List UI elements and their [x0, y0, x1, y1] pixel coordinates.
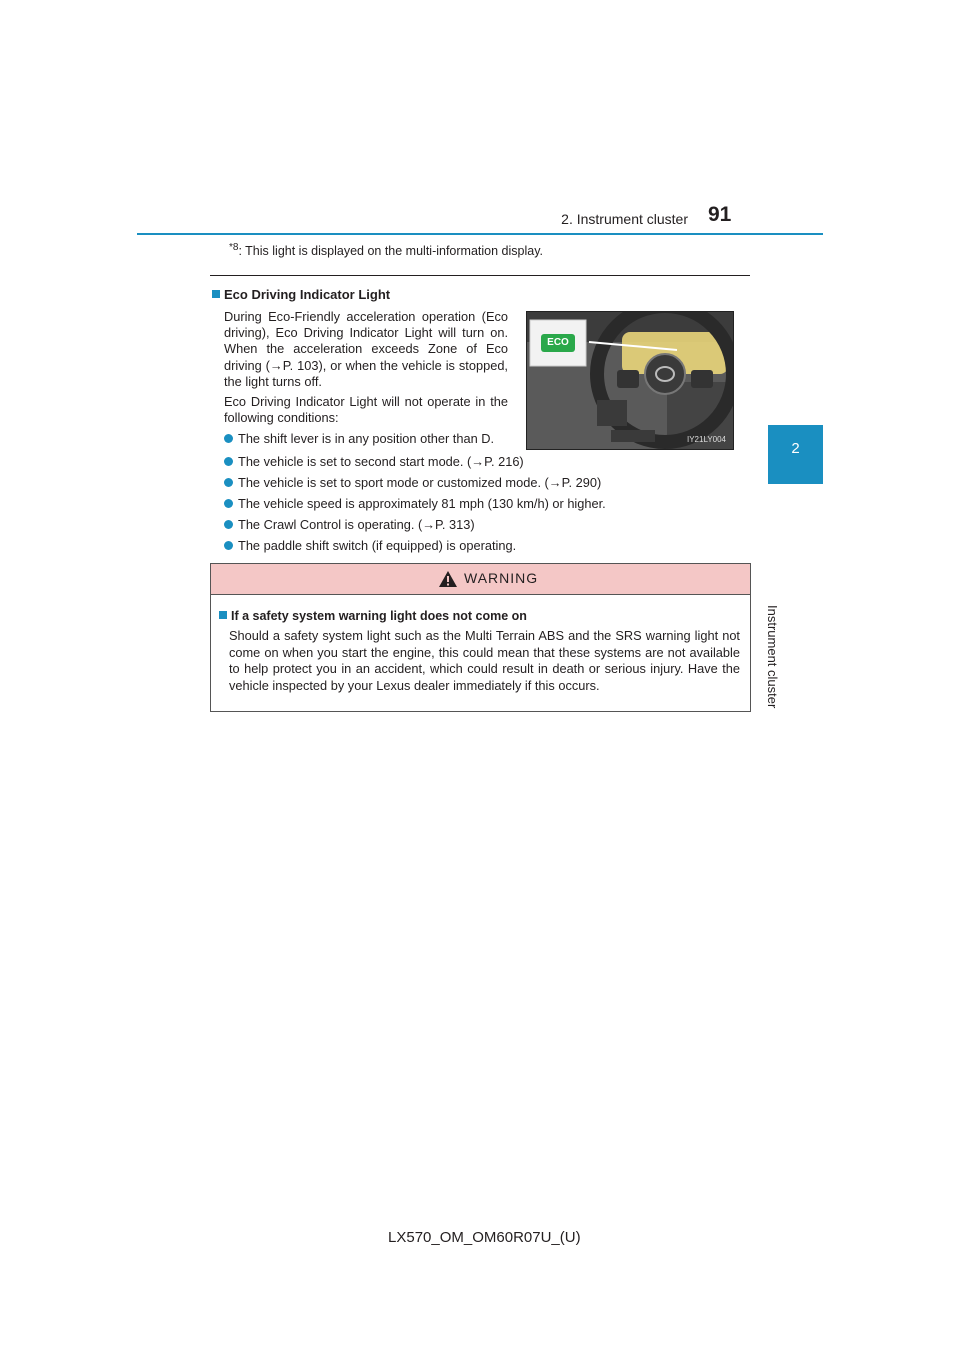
- bullet-icon: [224, 541, 233, 550]
- page-number: 91: [708, 203, 732, 226]
- bullet-icon: [224, 520, 233, 529]
- bullet-icon: [224, 434, 233, 443]
- dashboard-photo: [526, 311, 734, 450]
- footnote-marker: *8: [229, 242, 239, 253]
- dashboard-illustration: [527, 312, 733, 449]
- footnote-text: : This light is displayed on the multi-information display.: [238, 244, 543, 259]
- list-item-text: The paddle shift switch (if equipped) is operating.: [238, 538, 517, 553]
- footnote: [229, 242, 543, 258]
- chapter-label: Instrument cluster: [765, 605, 780, 709]
- warning-text: Should a safety system light such as the Multi Terrain ABS and the SRS warning light not come on when you start the engine, this could mean that these systems are not available to help protect you in an accident, which could result in death or serious injury. Have the vehicle inspected by your Lexus dealer immediately if this occurs.: [229, 628, 740, 693]
- bullet-icon: [224, 499, 233, 508]
- figure-code: IY21LY004: [687, 435, 726, 444]
- list-item: [224, 431, 494, 446]
- warning-triangle-icon: [438, 570, 458, 588]
- section-heading-text: Eco Driving Indicator Light: [224, 287, 391, 302]
- warning-subheading-text: If a safety system warning light does not come on: [231, 609, 527, 623]
- list-item: [224, 538, 516, 553]
- list-item-text: The vehicle is set to sport mode or customized mode. (→P. 290): [238, 475, 602, 490]
- list-item: [224, 454, 524, 469]
- list-item-text: The Crawl Control is operating. (→P. 313): [238, 517, 475, 532]
- divider: [210, 275, 750, 276]
- list-item: [224, 475, 601, 490]
- warning-subheading: [219, 609, 527, 623]
- list-item: [224, 496, 606, 511]
- header-section-title: 2. Instrument cluster: [561, 211, 688, 227]
- list-item-text: The vehicle speed is approximately 81 mph (130 km/h) or higher.: [238, 496, 606, 511]
- bullet-icon: [224, 478, 233, 487]
- warning-box: [210, 563, 751, 712]
- header-rule: [137, 233, 823, 235]
- chapter-number: 2: [791, 440, 800, 457]
- section-paragraph-1: During Eco-Friendly acceleration operation (Eco driving), Eco Driving Indicator Light will turn on. When the acceleration exceeds Zone of Eco driving (→P. 103), or when the vehicle is stopped, the light turns off.: [224, 309, 508, 389]
- square-bullet-icon: [212, 290, 220, 298]
- section-heading: [212, 287, 390, 302]
- list-item-text: The shift lever is in any position other than D.: [238, 431, 495, 446]
- square-bullet-icon: [219, 611, 227, 619]
- list-item: [224, 517, 475, 532]
- list-item-text: The vehicle is set to second start mode. (→P. 216): [238, 454, 524, 469]
- bullet-icon: [224, 457, 233, 466]
- eco-indicator-icon: ECO: [541, 334, 575, 352]
- section-paragraph-2: Eco Driving Indicator Light will not operate in the following conditions:: [224, 394, 508, 426]
- warning-title: WARNING: [464, 570, 539, 586]
- document-code: LX570_OM_OM60R07U_(U): [388, 1229, 581, 1246]
